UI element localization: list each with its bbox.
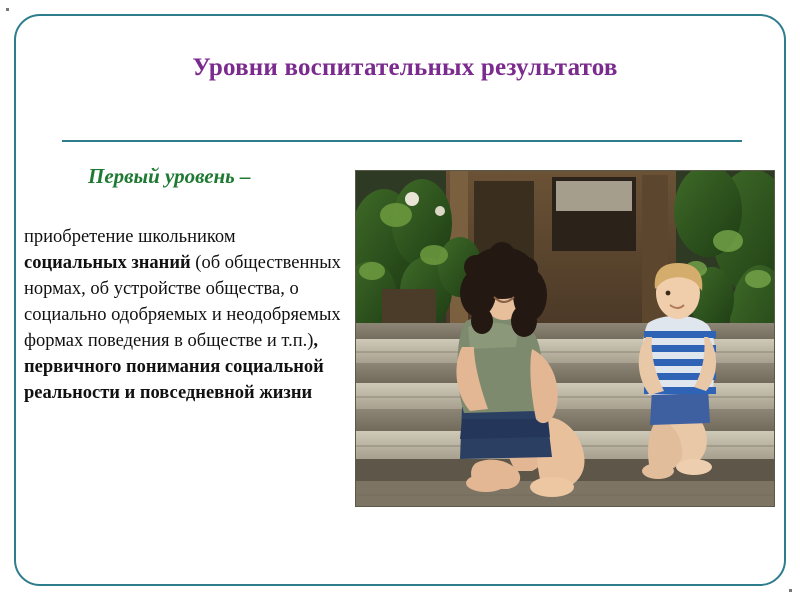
subtitle-first-level: Первый уровень –: [88, 164, 251, 188]
corner-marker-bottom-right: [789, 589, 792, 592]
body-text-segment-2: (об общественных нормах, об устройстве общества, о социально одобряемых и неодобряемых формах поведения в обществе и т.п.): [24, 253, 341, 351]
body-text-bold-2: , первичного понимания социальной реальности и повседневной жизни: [24, 331, 324, 403]
photo-woman-and-boy-on-steps: [355, 170, 775, 507]
body-text-segment-1: приобретение школьником: [24, 227, 236, 247]
body-text-bold-1: социальных знаний: [24, 253, 191, 273]
title-divider: [62, 140, 742, 142]
corner-marker-top-left: [6, 8, 9, 11]
page-title: Уровни воспитательных результатов: [192, 54, 618, 81]
body-paragraph: [24, 224, 342, 406]
